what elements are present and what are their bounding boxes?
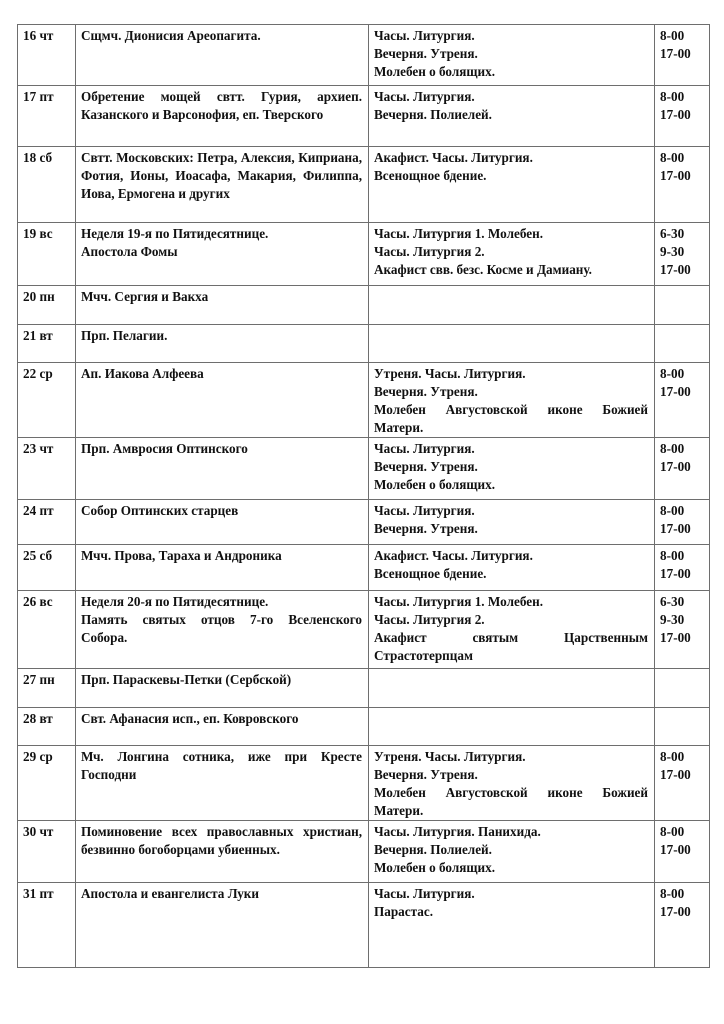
commemoration-line: Мчч. Сергия и Вакха xyxy=(81,289,209,304)
schedule-row xyxy=(18,25,710,86)
commemoration-line: Неделя 19-я по Пятидесятнице. xyxy=(81,226,269,241)
commemoration-line: Сщмч. Дионисия Ареопагита. xyxy=(81,28,261,43)
row-date: 22 ср xyxy=(18,363,76,438)
row-services xyxy=(369,821,655,883)
time-line: 6-30 xyxy=(660,226,685,241)
commemoration-line: Поминовение всех православных христиан, безвинно богоборцами убиенных. xyxy=(81,824,362,857)
schedule-row xyxy=(18,669,710,708)
time-line: 17-00 xyxy=(660,459,691,474)
row-services xyxy=(369,883,655,968)
service-line: Утреня. Часы. Литургия. xyxy=(374,749,526,764)
time-line: 8-00 xyxy=(660,749,685,764)
time-line: 17-00 xyxy=(660,384,691,399)
row-services xyxy=(369,500,655,545)
service-line: Часы. Литургия. xyxy=(374,28,475,43)
schedule-row xyxy=(18,223,710,286)
service-line: Вечерня. Утреня. xyxy=(374,521,478,536)
row-services xyxy=(369,286,655,325)
row-times xyxy=(655,438,710,500)
row-times xyxy=(655,821,710,883)
row-times xyxy=(655,746,710,821)
time-line: 8-00 xyxy=(660,824,685,839)
service-line: Часы. Литургия 1. Молебен. xyxy=(374,594,543,609)
service-line: Вечерня. Полиелей. xyxy=(374,842,492,857)
service-line: Часы. Литургия. xyxy=(374,886,475,901)
commemoration-line: Обретение мощей свтт. Гурия, архиеп. Казанского и Варсонофия, еп. Тверского xyxy=(81,89,362,122)
service-line: Молебен о болящих. xyxy=(374,860,495,875)
row-times xyxy=(655,883,710,968)
service-line: Часы. Литургия 2. xyxy=(374,244,485,259)
row-services xyxy=(369,363,655,438)
schedule-row xyxy=(18,883,710,968)
time-line: 8-00 xyxy=(660,150,685,165)
row-date: 31 пт xyxy=(18,883,76,968)
row-services xyxy=(369,25,655,86)
row-times xyxy=(655,223,710,286)
time-line: 17-00 xyxy=(660,842,691,857)
commemoration-line: Память святых отцов 7-го Вселенского Собора. xyxy=(81,612,362,645)
time-line: 17-00 xyxy=(660,107,691,122)
row-times xyxy=(655,325,710,363)
service-line: Акафист святым Царственным Страстотерпцам xyxy=(374,630,648,663)
row-times xyxy=(655,286,710,325)
commemoration-line: Прп. Параскевы-Петки (Сербской) xyxy=(81,672,292,687)
row-commemoration xyxy=(76,545,369,591)
time-line: 17-00 xyxy=(660,630,691,645)
time-line: 6-30 xyxy=(660,594,685,609)
schedule-row xyxy=(18,545,710,591)
commemoration-line: Мчч. Прова, Тараха и Андроника xyxy=(81,548,282,563)
row-date: 25 сб xyxy=(18,545,76,591)
row-commemoration xyxy=(76,500,369,545)
row-commemoration xyxy=(76,708,369,746)
time-line: 9-30 xyxy=(660,244,685,259)
schedule-row xyxy=(18,746,710,821)
service-line: Вечерня. Утреня. xyxy=(374,767,478,782)
service-line: Акафист. Часы. Литургия. xyxy=(374,150,533,165)
row-times xyxy=(655,147,710,223)
service-line: Молебен Августовской иконе Божией Матери. xyxy=(374,402,648,435)
time-line: 8-00 xyxy=(660,28,685,43)
row-date: 16 чт xyxy=(18,25,76,86)
row-times xyxy=(655,669,710,708)
service-line: Часы. Литургия. xyxy=(374,89,475,104)
service-line: Молебен о болящих. xyxy=(374,477,495,492)
row-commemoration xyxy=(76,438,369,500)
service-line: Часы. Литургия. Панихида. xyxy=(374,824,541,839)
service-line: Часы. Литургия 1. Молебен. xyxy=(374,226,543,241)
service-line: Вечерня. Утреня. xyxy=(374,384,478,399)
commemoration-line: Апостола Фомы xyxy=(81,244,178,259)
row-services xyxy=(369,223,655,286)
row-date: 28 вт xyxy=(18,708,76,746)
row-times xyxy=(655,708,710,746)
time-line: 8-00 xyxy=(660,886,685,901)
commemoration-line: Собор Оптинских старцев xyxy=(81,503,239,518)
commemoration-line: Прп. Пелагии. xyxy=(81,328,168,343)
row-date: 30 чт xyxy=(18,821,76,883)
row-commemoration xyxy=(76,223,369,286)
row-times xyxy=(655,86,710,147)
row-commemoration xyxy=(76,591,369,669)
time-line: 17-00 xyxy=(660,566,691,581)
commemoration-line: Ап. Иакова Алфеева xyxy=(81,366,204,381)
schedule-row xyxy=(18,147,710,223)
commemoration-line: Прп. Амвросия Оптинского xyxy=(81,441,248,456)
row-times xyxy=(655,545,710,591)
row-date: 17 пт xyxy=(18,86,76,147)
service-line: Утреня. Часы. Литургия. xyxy=(374,366,526,381)
service-line: Акафист. Часы. Литургия. xyxy=(374,548,533,563)
row-commemoration xyxy=(76,286,369,325)
time-line: 8-00 xyxy=(660,441,685,456)
row-commemoration xyxy=(76,821,369,883)
row-date: 21 вт xyxy=(18,325,76,363)
row-commemoration xyxy=(76,86,369,147)
schedule-row xyxy=(18,86,710,147)
schedule-table xyxy=(17,24,710,968)
row-services xyxy=(369,708,655,746)
time-line: 8-00 xyxy=(660,366,685,381)
row-times xyxy=(655,25,710,86)
row-services xyxy=(369,545,655,591)
service-line: Всенощное бдение. xyxy=(374,566,487,581)
schedule-row xyxy=(18,500,710,545)
row-date: 26 вс xyxy=(18,591,76,669)
commemoration-line: Апостола и евангелиста Луки xyxy=(81,886,259,901)
row-date: 27 пн xyxy=(18,669,76,708)
row-commemoration xyxy=(76,746,369,821)
row-times xyxy=(655,500,710,545)
time-line: 17-00 xyxy=(660,904,691,919)
time-line: 9-30 xyxy=(660,612,685,627)
row-times xyxy=(655,363,710,438)
schedule-body xyxy=(18,25,710,968)
row-commemoration xyxy=(76,147,369,223)
commemoration-line: Мч. Лонгина сотника, иже при Кресте Господни xyxy=(81,749,362,782)
service-line: Вечерня. Утреня. xyxy=(374,46,478,61)
service-line: Часы. Литургия 2. xyxy=(374,612,485,627)
time-line: 17-00 xyxy=(660,262,691,277)
schedule-row xyxy=(18,438,710,500)
service-line: Вечерня. Полиелей. xyxy=(374,107,492,122)
row-date: 29 ср xyxy=(18,746,76,821)
time-line: 8-00 xyxy=(660,503,685,518)
time-line: 17-00 xyxy=(660,46,691,61)
row-commemoration xyxy=(76,883,369,968)
row-commemoration xyxy=(76,363,369,438)
row-commemoration xyxy=(76,325,369,363)
row-services xyxy=(369,147,655,223)
row-services xyxy=(369,86,655,147)
commemoration-line: Неделя 20-я по Пятидесятнице. xyxy=(81,594,269,609)
row-commemoration xyxy=(76,25,369,86)
service-line: Часы. Литургия. xyxy=(374,441,475,456)
time-line: 8-00 xyxy=(660,548,685,563)
row-date: 19 вс xyxy=(18,223,76,286)
row-commemoration xyxy=(76,669,369,708)
row-services xyxy=(369,591,655,669)
row-date: 18 сб xyxy=(18,147,76,223)
commemoration-line: Свт. Афанасия исп., еп. Ковровского xyxy=(81,711,299,726)
service-line: Акафист свв. безс. Косме и Дамиану. xyxy=(374,262,592,277)
row-services xyxy=(369,746,655,821)
service-line: Всенощное бдение. xyxy=(374,168,487,183)
service-line: Вечерня. Утреня. xyxy=(374,459,478,474)
row-services xyxy=(369,669,655,708)
row-date: 23 чт xyxy=(18,438,76,500)
time-line: 17-00 xyxy=(660,168,691,183)
schedule-row xyxy=(18,325,710,363)
service-line: Часы. Литургия. xyxy=(374,503,475,518)
schedule-row xyxy=(18,363,710,438)
row-services xyxy=(369,325,655,363)
service-line: Молебен о болящих. xyxy=(374,64,495,79)
service-line: Молебен Августовской иконе Божией Матери. xyxy=(374,785,648,818)
schedule-row xyxy=(18,708,710,746)
row-times xyxy=(655,591,710,669)
row-date: 20 пн xyxy=(18,286,76,325)
time-line: 17-00 xyxy=(660,521,691,536)
schedule-row xyxy=(18,591,710,669)
time-line: 8-00 xyxy=(660,89,685,104)
commemoration-line: Свтт. Московских: Петра, Алексия, Киприана, Фотия, Ионы, Иоасафа, Макария, Филиппа, Иова, Ермогена и других xyxy=(81,150,362,201)
service-line: Парастас. xyxy=(374,904,434,919)
row-date: 24 пт xyxy=(18,500,76,545)
row-services xyxy=(369,438,655,500)
schedule-row xyxy=(18,821,710,883)
schedule-row xyxy=(18,286,710,325)
time-line: 17-00 xyxy=(660,767,691,782)
